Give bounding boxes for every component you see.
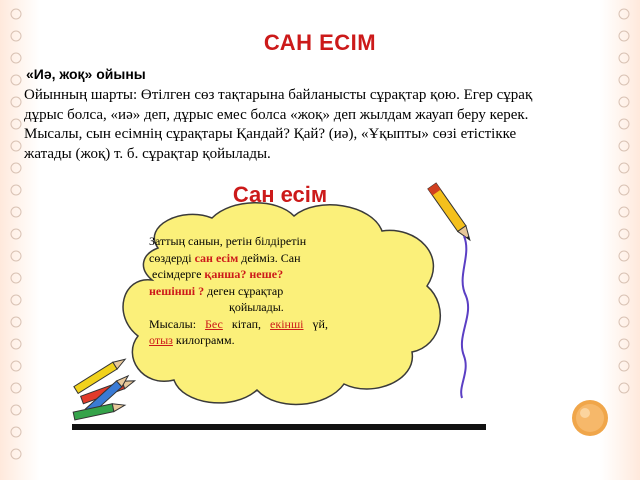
orange-circle-icon	[572, 400, 608, 436]
example-otyz: отыз	[149, 333, 173, 347]
cloud-line	[149, 283, 389, 300]
slide-title: САН ЕСІМ	[263, 30, 377, 55]
cloud-text-span: үй,	[312, 316, 328, 331]
cloud-line	[149, 266, 389, 283]
cloud-text-span: есімдерге	[152, 267, 202, 281]
example-bes: Бес	[205, 316, 223, 331]
cloud-text-span: Мысалы:	[149, 316, 197, 331]
question-words: қанша? неше?	[204, 267, 284, 281]
illustration-bottom-bar	[72, 424, 486, 430]
cloud-text-span: килограмм.	[175, 333, 235, 347]
cloud-definition-text	[149, 233, 389, 349]
cloud-line	[149, 332, 389, 349]
cloud-line	[149, 233, 389, 250]
cloud-text-span: кітап,	[231, 316, 262, 331]
term-san-esim: сан есім	[194, 250, 239, 265]
cloud-line	[149, 250, 389, 267]
question-word-neshinshi: нешінші ?	[149, 283, 205, 298]
slide-subtitle: «Иә, жоқ» ойыны	[26, 66, 146, 82]
purple-squiggle-line	[461, 236, 468, 398]
pencil-icon	[428, 183, 474, 243]
cloud-line	[149, 299, 389, 316]
cloud-text-span: Заттың санын, ретін білдіретін	[149, 234, 307, 248]
paragraph-line: дұрыс болса, «иә» деп, дұрыс емес болса «жоқ» деп жылдам жауап беру керек.	[24, 106, 529, 123]
paragraph-line: Мысалы, сын есімнің сұрақтары Қандай? Қай? (иә), «Ұқыпты» сөзі етістікке	[24, 126, 517, 142]
cloud-heading: Сан есім	[232, 182, 328, 207]
cloud-text-span: қойылады.	[229, 300, 284, 314]
cloud-text-span: дейміз. Сан	[241, 250, 301, 265]
cloud-text-span: деген сұрақтар	[207, 283, 284, 298]
example-ekinshi: екінші	[270, 316, 304, 331]
cloud-line	[149, 316, 389, 333]
cloud-text-span: сөздерді	[149, 250, 192, 265]
illustration-panel	[72, 176, 486, 432]
paragraph-line: Ойынның шарты: Өтілген сөз тақтарына байланысты сұрақтар қою. Егер сұрақ	[24, 87, 533, 103]
rules-paragraph	[24, 86, 630, 164]
paragraph-line: жатады (жоқ) т. б. сұрақтар қойылады.	[24, 145, 271, 162]
